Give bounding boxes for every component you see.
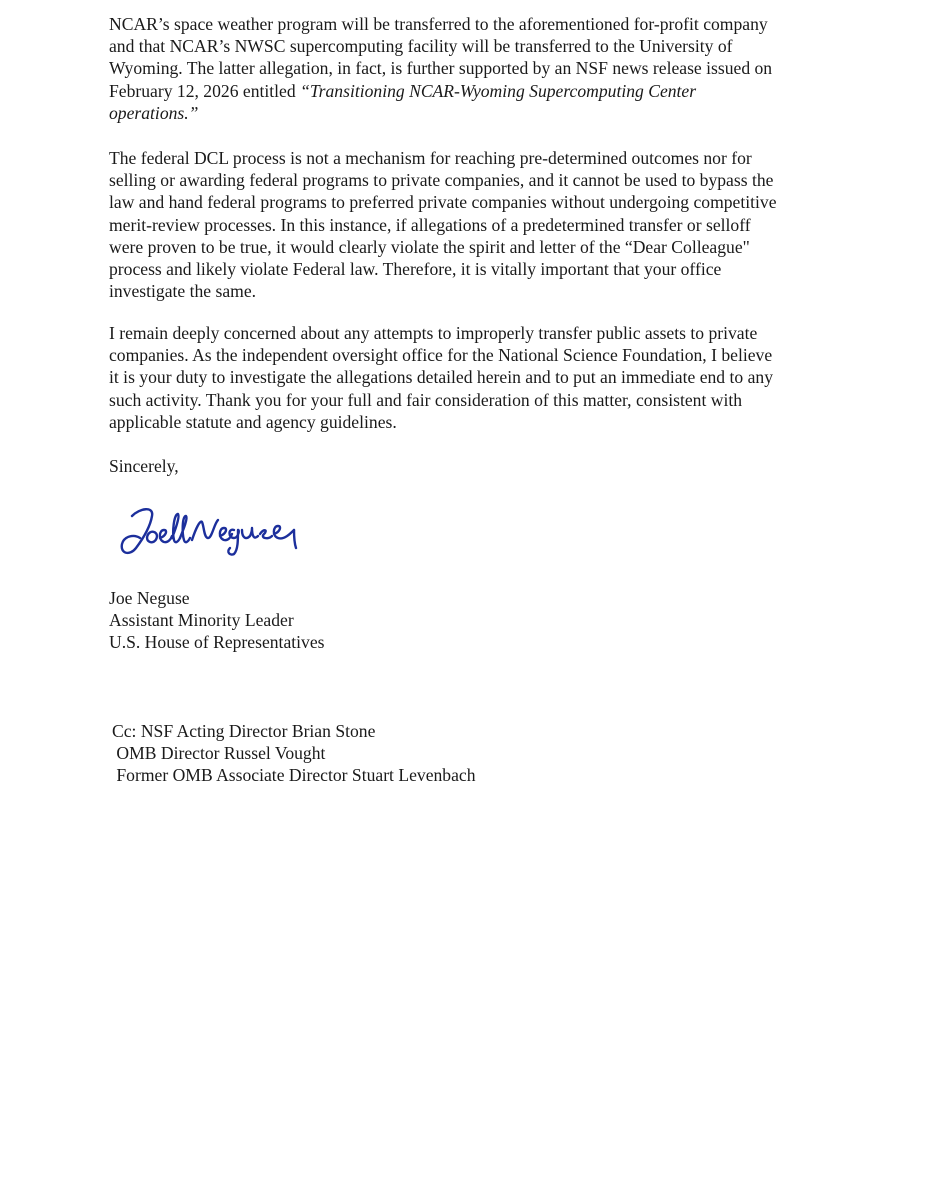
handwritten-signature	[108, 494, 308, 568]
signer-title: Assistant Minority Leader	[109, 610, 294, 631]
signer-organization: U.S. House of Representatives	[109, 632, 325, 653]
cc-list	[112, 720, 476, 787]
cc-line: Former OMB Associate Director Stuart Levenbach	[112, 765, 476, 786]
closing-salutation: Sincerely,	[109, 456, 179, 476]
paragraph-line: law and hand federal programs to preferred private companies without undergoing competitive	[109, 192, 777, 213]
paragraph-line: applicable statute and agency guidelines.	[109, 411, 397, 432]
paragraph-line: it is your duty to investigate the allegations detailed herein and to put an immediate end to any	[109, 367, 773, 388]
paragraph-line: companies. As the independent oversight office for the National Science Foundation, I believe	[109, 345, 773, 366]
paragraph-line: process and likely violate Federal law. Therefore, it is vitally important that your office	[109, 259, 722, 280]
paragraph-line: such activity. Thank you for your full and fair consideration of this matter, consistent with	[109, 389, 743, 410]
paragraph-line: and that NCAR’s NWSC supercomputing facility will be transferred to the University of	[109, 36, 733, 57]
paragraph-2	[109, 147, 821, 302]
release-title-italic: “Transitioning NCAR-Wyoming Supercomputing Center	[300, 80, 697, 101]
cc-line: OMB Director Russel Vought	[112, 743, 326, 764]
paragraph-line: I remain deeply concerned about any attempts to improperly transfer public assets to private	[109, 323, 758, 343]
paragraph-line	[109, 80, 821, 102]
paragraph-line: investigate the same.	[109, 281, 257, 302]
paragraph-3	[109, 322, 821, 433]
signature-block	[109, 587, 324, 654]
paragraph-line: Wyoming. The latter allegation, in fact, is further supported by an NSF news release issued on	[109, 58, 773, 79]
paragraph-line: NCAR’s space weather program will be transferred to the aforementioned for-profit company	[109, 14, 768, 34]
paragraph-text: February 12, 2026 entitled	[109, 80, 301, 101]
paragraph-line: were proven to be true, it would clearly violate the spirit and letter of the “Dear Colleague"	[109, 236, 750, 257]
signer-name: Joe Neguse	[109, 588, 190, 608]
paragraph-line: The federal DCL process is not a mechanism for reaching pre-determined outcomes nor for	[109, 148, 752, 168]
cc-line: Cc: NSF Acting Director Brian Stone	[112, 721, 376, 741]
release-title-italic: operations.”	[109, 102, 199, 123]
paragraph-line: selling or awarding federal programs to private companies, and it cannot be used to bypass the	[109, 170, 774, 191]
paragraph-1	[109, 13, 821, 124]
paragraph-line: merit-review processes. In this instance, if allegations of a predetermined transfer or selloff	[109, 214, 751, 235]
